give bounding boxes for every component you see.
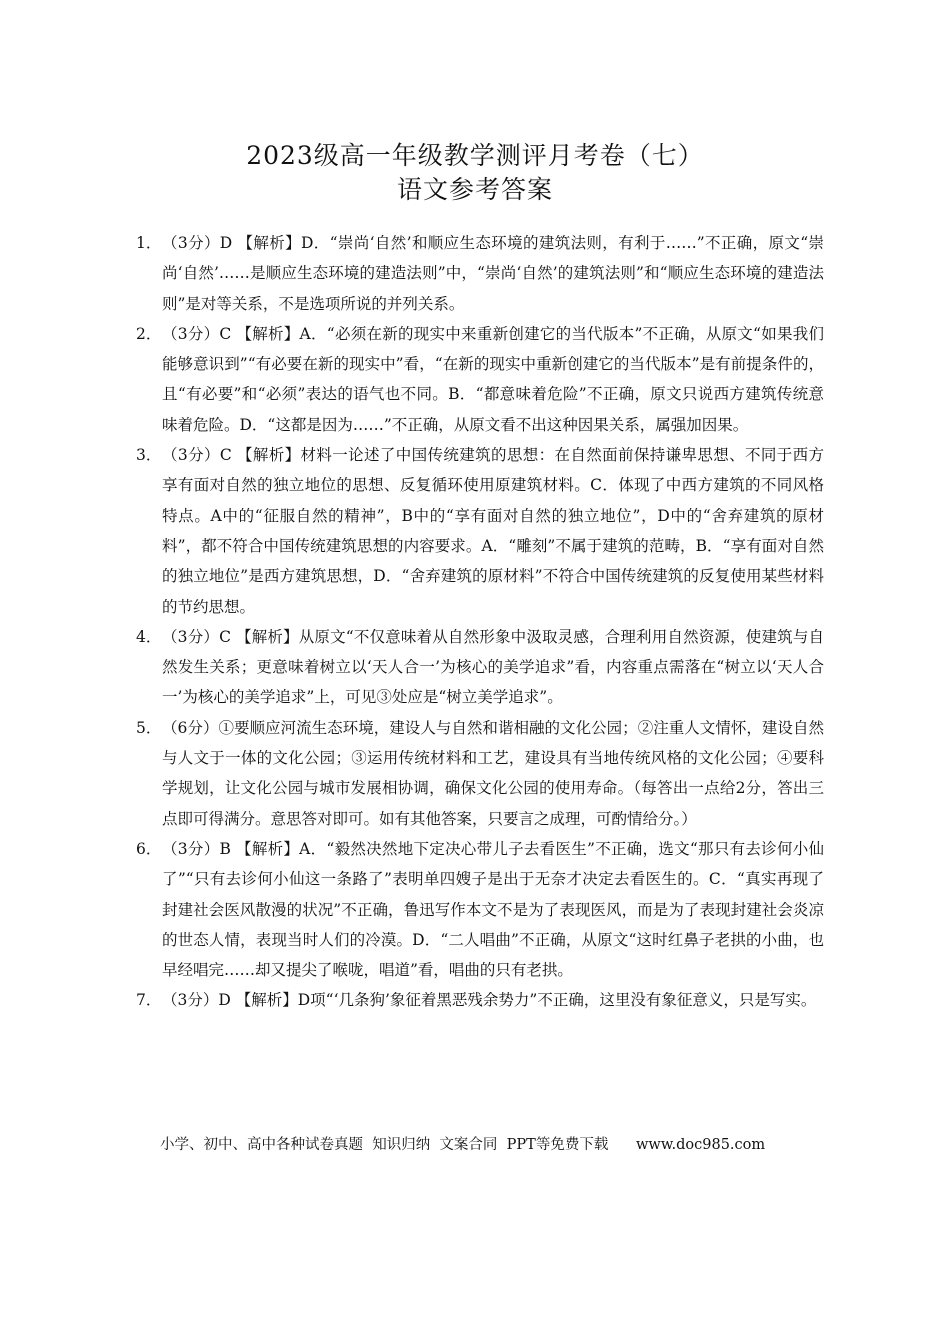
answer-item-5 (136, 713, 824, 834)
answer-number: 3． (136, 446, 162, 465)
page-footer: 小学、初中、高中各种试卷真题 知识归纳 文案合同 PPT等免费下载 www.doc985.com (160, 1137, 766, 1153)
answer-item-1 (136, 228, 824, 319)
answer-number: 7． (136, 991, 162, 1010)
answer-item-3 (136, 440, 824, 622)
answer-item-6 (136, 834, 824, 985)
answer-text: （3分）D 【解析】D．“崇尚‘自然’和顺应生态环境的建筑法则，有利于……”不正确，原文“崇尚‘自然’……是顺应生态环境的建造法则”中，“崇尚‘自然’的建筑法则”和“顺应生态环境的建造法则”是对等关系，不是选项所说的并列关系。 (162, 234, 824, 313)
answer-text: （3分）C 【解析】从原文“不仅意味着从自然形象中汲取灵感，合理利用自然资源，使建筑与自然发生关系；更意味着树立以‘天人合一’为核心的美学追求”看，内容重点需落在“树立以‘天人合一’为核心的美学追求”上，可见③处应是“树立美学追求”。 (162, 627, 824, 707)
answer-number: 1． (136, 234, 162, 252)
page-subtitle: 语文参考答案 (396, 175, 553, 204)
answer-text: （6分）①要顺应河流生态环境，建设人与自然和谐相融的文化公园；②注重人文情怀，建设自然与人文于一体的文化公园；③运用传统材料和工艺，建设具有当地传统风格的文化公园；④要科学规划，让文化公园与城市发展相协调，确保文化公园的使用寿命。（每答出一点给2分，答出三点即可得满分。意思答对即可。如有其他答案，只要言之成理，可酌情给分。） (162, 718, 824, 828)
answer-item-2 (136, 319, 824, 440)
answer-number: 2． (136, 324, 162, 343)
answer-number: 4． (136, 627, 162, 646)
answer-number: 5． (136, 718, 162, 737)
answer-text: （3分）C 【解析】材料一论述了中国传统建筑的思想：在自然面前保持谦卑思想、不同于西方享有面对自然的独立地位的思想、反复循环使用原建筑材料。C．体现了中西方建筑的不同风格特点。A中的“征服自然的精神”，B中的“享有面对自然的独立地位”，D中的“舍弃建筑的原材料”，都不符合中国传统建筑思想的内容要求。A．“雕刻”不属于建筑的范畴，B．“享有面对自然的独立地位”是西方建筑思想，D．“舍弃建筑的原材料”不符合中国传统建筑的反复使用某些材料的节约思想。 (162, 446, 824, 616)
answer-text: （3分）B 【解析】A．“毅然决然地下定决心带儿子去看医生”不正确，选文“那只有去诊何小仙了”“只有去诊何小仙这一条路了”表明单四嫂子是出于无奈才决定去看医生的。C．“真实再现了封建社会医风散漫的状况”不正确，鲁迅写作本文不是为了表现医风，而是为了表现封建社会炎凉的世态人情，表现当时人们的冷漠。D．“二人唱曲”不正确，从原文“这时红鼻子老拱的小曲，也早经唱完……却又提尖了喉咙，唱道”看，唱曲的只有老拱。 (162, 839, 824, 980)
answer-number: 6． (136, 839, 162, 858)
answer-item-7 (136, 985, 824, 1015)
answer-list (136, 228, 824, 1016)
answer-text: （3分）C 【解析】A．“必须在新的现实中来重新创建它的当代版本”不正确，从原文“如果我们能够意识到”“有必要在新的现实中”看，“在新的现实中重新创建它的当代版本”是有前提条件的，且“有必要”和“必须”表达的语气也不同。B．“都意味着危险”不正确，原文只说西方建筑传统意味着危险。D．“这都是因为……”不正确，从原文看不出这种因果关系，属强加因果。 (162, 324, 824, 434)
answer-item-4 (136, 622, 824, 713)
page-title: 2023级高一年级教学测评月考卷（七） (246, 141, 704, 170)
answer-text: （3分）D 【解析】D项“‘几条狗’象征着黑恶残余势力”不正确，这里没有象征意义，只是写实。 (162, 991, 817, 1010)
